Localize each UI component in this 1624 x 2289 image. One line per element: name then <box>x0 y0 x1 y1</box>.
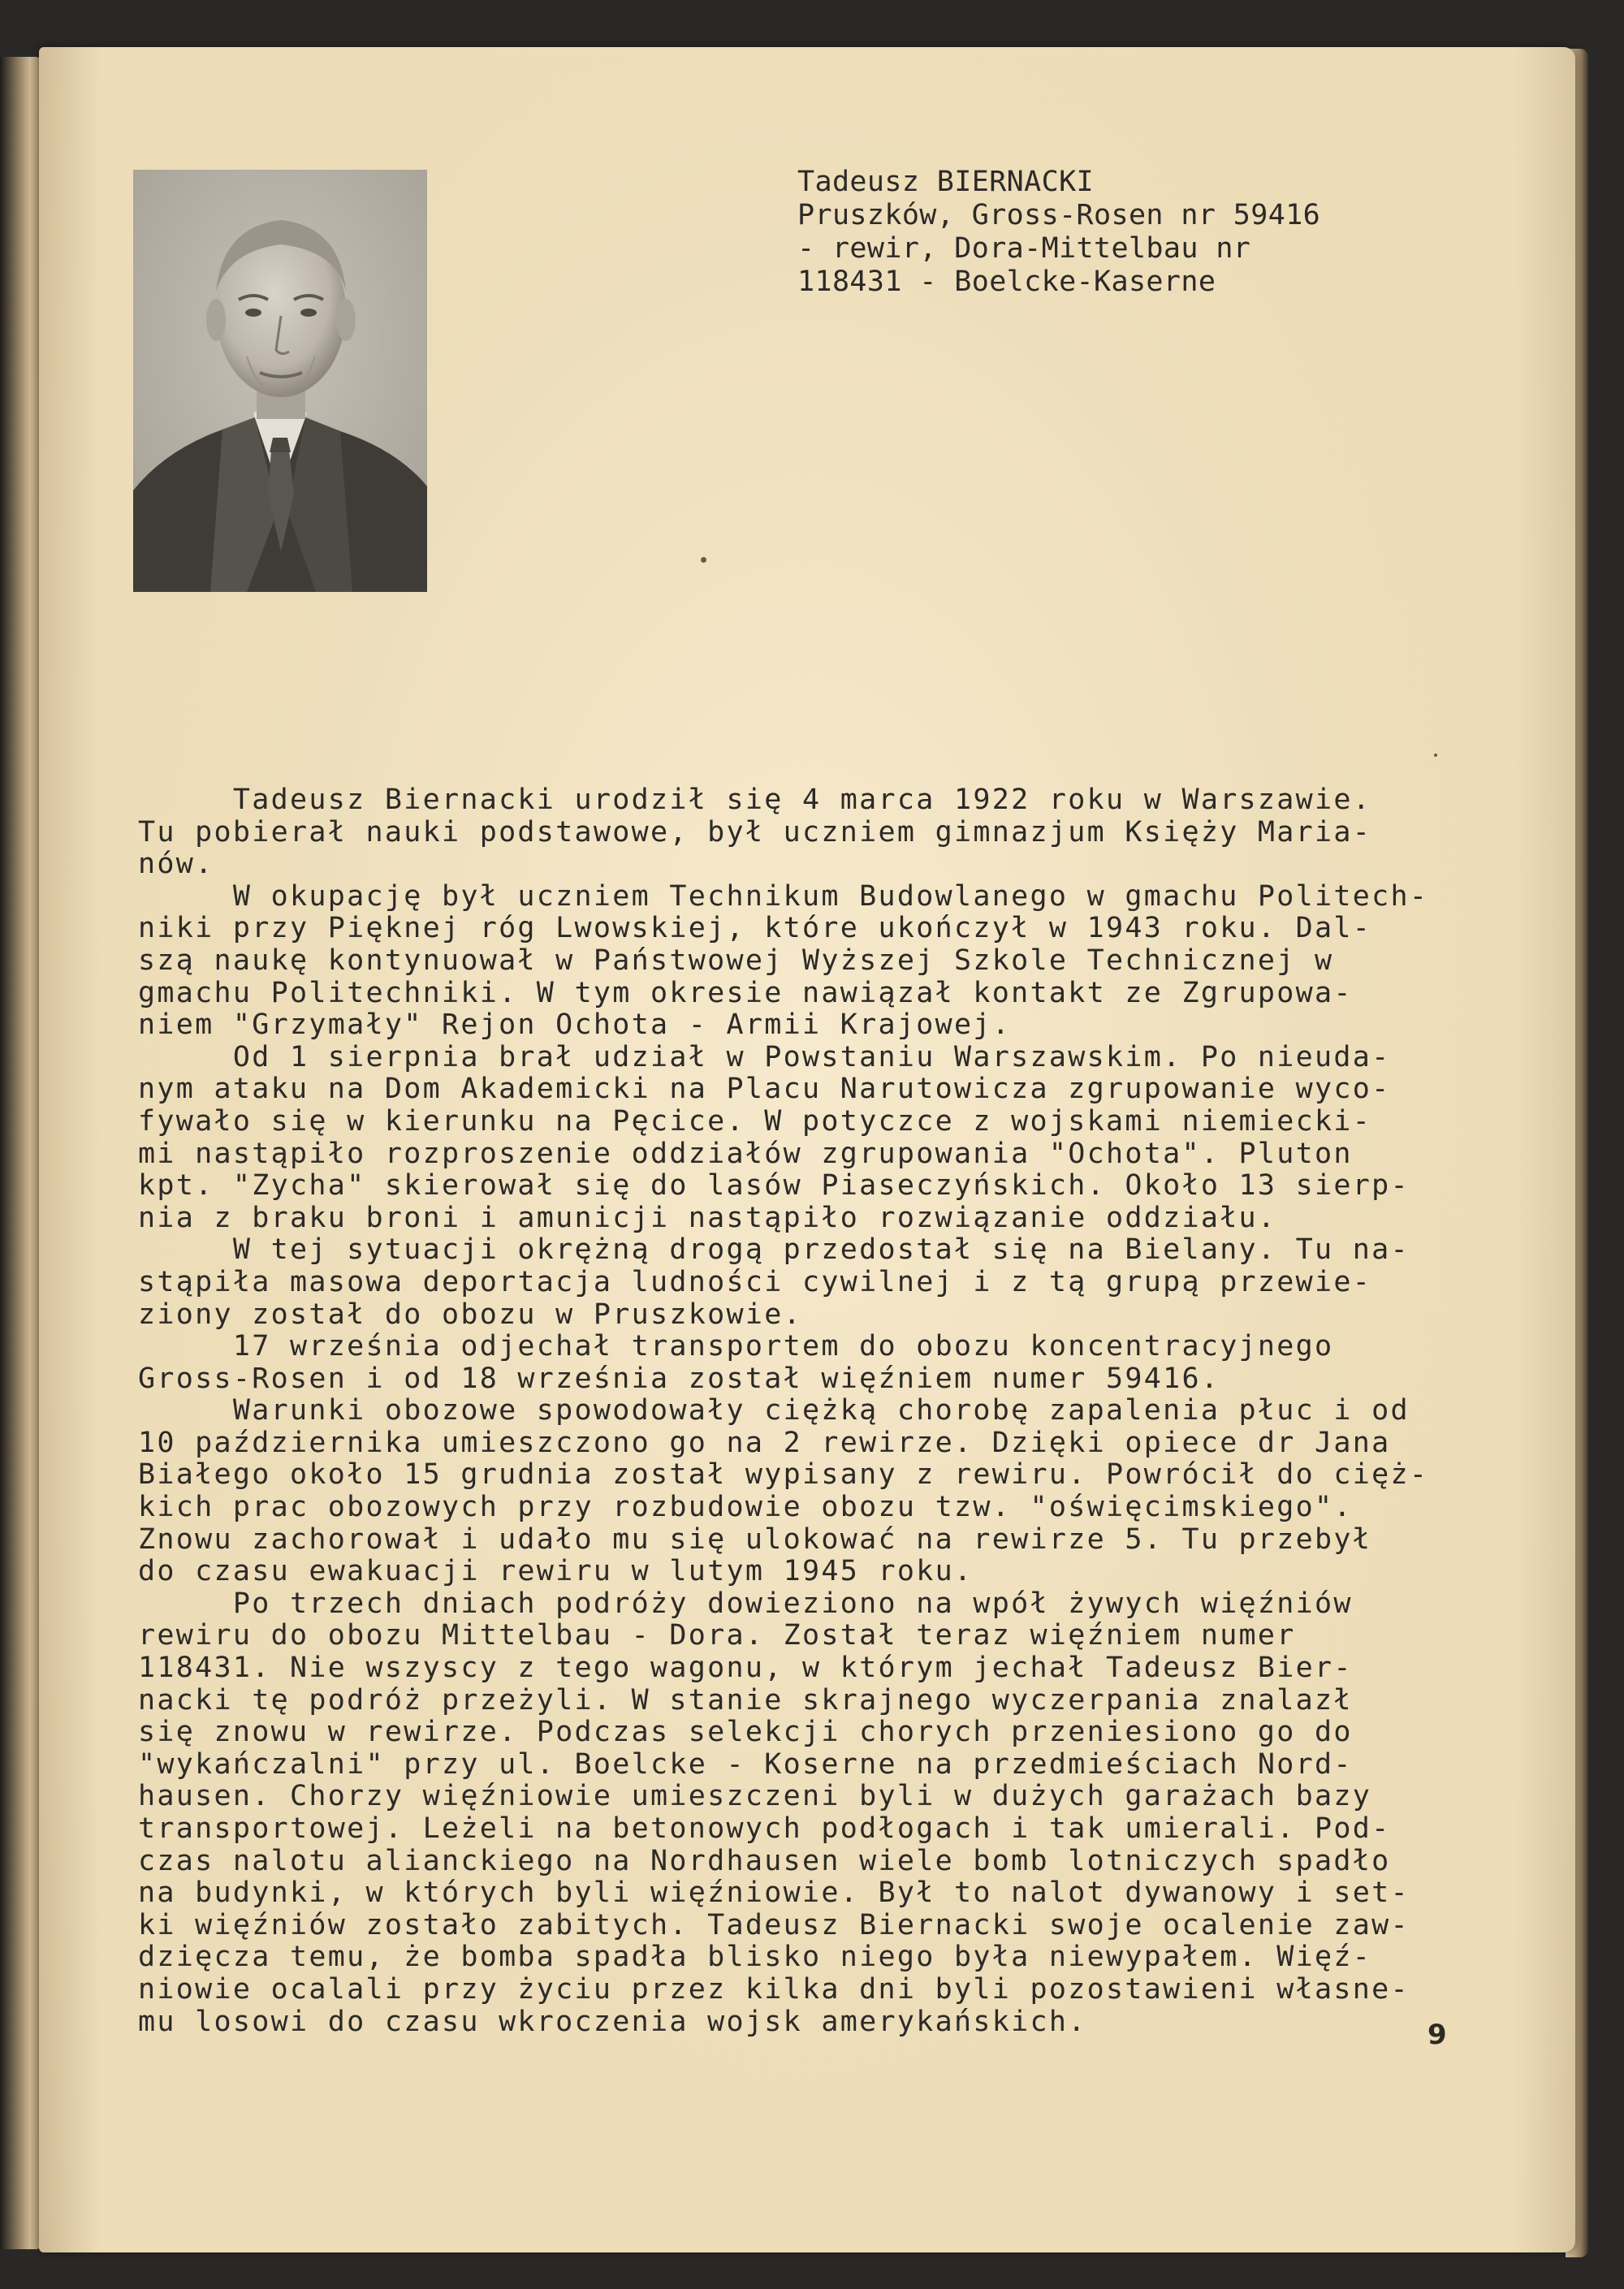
header-detail-line: 118431 - Boelcke-Kaserne <box>797 266 1216 298</box>
text-line: mi nastąpiło rozproszenie oddziałów zgrupowania "Ochota". Pluton <box>138 1137 1353 1170</box>
text-line: czas nalotu alianckiego na Nordhausen wiele bomb lotniczych spadło <box>138 1844 1391 1877</box>
text-line: Gross-Rosen i od 18 września został więźniem numer 59416. <box>138 1362 1220 1395</box>
page-number: 9 <box>1427 2019 1447 2051</box>
person-header <box>797 166 1528 299</box>
text-line: stąpiła masowa deportacja ludności cywilnej i z tą grupą przewie- <box>138 1265 1372 1298</box>
paper-speck <box>1434 754 1437 757</box>
header-detail-line: Pruszków, Gross-Rosen nr 59416 <box>797 199 1321 231</box>
portrait-photo <box>133 170 427 592</box>
text-line: nym ataku na Dom Akademicki na Placu Narutowicza zgrupowanie wyco- <box>138 1073 1391 1106</box>
text-line: Tadeusz Biernacki urodził się 4 marca 1922 roku w Warszawie. <box>138 784 1372 816</box>
text-line: hausen. Chorzy więźniowie umieszczeni byli w dużych garażach bazy <box>138 1780 1372 1813</box>
text-line: gmachu Politechniki. W tym okresie nawiązał kontakt ze Zgrupowa- <box>138 976 1353 1009</box>
text-line: dzięcza temu, że bomba spadła blisko niego była niewypałem. Więź- <box>138 1941 1372 1974</box>
text-line: kpt. "Zycha" skierował się do lasów Piaseczyńskich. Około 13 sierp- <box>138 1169 1410 1203</box>
text-line: niki przy Pięknej róg Lwowskiej, które ukończył w 1943 roku. Dal- <box>138 912 1372 945</box>
text-line: nia z braku broni i amunicji nastąpiło rozwiązanie oddziału. <box>138 1201 1277 1234</box>
header-name-line: Tadeusz BIERNACKI <box>797 166 1095 198</box>
text-line: 10 października umieszczono go na 2 rewirze. Dzięki opiece dr Jana <box>138 1426 1391 1459</box>
text-line: Po trzech dniach podróży dowieziono na wpół żywych więźniów <box>138 1587 1353 1620</box>
text-line: Białego około 15 grudnia został wypisany z rewiru. Powrócił do cięż- <box>138 1458 1429 1492</box>
biography-text <box>138 784 1527 2038</box>
text-line: nacki tę podróż przeżyli. W stanie skrajnego wyczerpania znalazł <box>138 1683 1353 1717</box>
text-line: fywało się w kierunku na Pęcice. W potyczce z wojskami niemiecki- <box>138 1104 1372 1138</box>
text-line: Tu pobierał nauki podstawowe, był uczniem gimnazjum Księży Maria- <box>138 815 1372 849</box>
text-line: ziony został do obozu w Pruszkowie. <box>138 1298 803 1331</box>
left-page-edge <box>0 57 42 2249</box>
text-line: nów. <box>138 848 214 881</box>
text-line: szą naukę kontynuował w Państwowej Wyższej Szkole Technicznej w <box>138 944 1334 977</box>
text-line: 17 września odjechał transportem do obozu koncentracyjnego <box>138 1330 1334 1363</box>
text-line: Znowu zachorował i udało mu się ulokować na rewirze 5. Tu przebył <box>138 1522 1372 1556</box>
text-line: Od 1 sierpnia brał udział w Powstaniu Warszawskim. Po nieuda- <box>138 1040 1391 1073</box>
text-line: W okupację był uczniem Technikum Budowlanego w gmachu Politech- <box>138 879 1429 913</box>
text-line: na budynki, w których byli więźniowie. Był to nalot dywanowy i set- <box>138 1877 1410 1910</box>
text-line: mu losowi do czasu wkroczenia wojsk amerykańskich. <box>138 2005 1087 2038</box>
text-line: niowie ocalali przy życiu przez kilka dni byli pozostawieni własne- <box>138 1972 1410 2006</box>
text-line: Warunki obozowe spowodowały ciężką chorobę zapalenia płuc i od <box>138 1394 1410 1427</box>
text-line: kich prac obozowych przy rozbudowie obozu tzw. "oświęcimskiego". <box>138 1491 1353 1524</box>
text-line: do czasu ewakuacji rewiru w lutym 1945 roku. <box>138 1555 974 1588</box>
header-detail-line: - rewir, Dora-Mittelbau nr <box>797 232 1251 265</box>
text-line: niem "Grzymały" Rejon Ochota - Armii Krajowej. <box>138 1008 1012 1042</box>
text-line: ki więźniów zostało zabitych. Tadeusz Biernacki swoje ocalenie zaw- <box>138 1908 1410 1941</box>
text-line: się znowu w rewirze. Podczas selekcji chorych przeniesiono go do <box>138 1716 1353 1749</box>
text-line: "wykańczalni" przy ul. Boelcke - Koserne na przedmieściach Nord- <box>138 1747 1353 1781</box>
portrait-image <box>133 170 427 592</box>
text-line: rewiru do obozu Mittelbau - Dora. Został teraz więźniem numer <box>138 1619 1296 1652</box>
text-line: transportowej. Leżeli na betonowych podłogach i tak umierali. Pod- <box>138 1812 1391 1845</box>
text-line: W tej sytuacji okrężną drogą przedostał się na Bielany. Tu na- <box>138 1233 1410 1267</box>
document-page <box>39 47 1575 2252</box>
paper-speck <box>701 557 706 563</box>
text-line: 118431. Nie wszyscy z tego wagonu, w którym jechał Tadeusz Bier- <box>138 1652 1353 1685</box>
